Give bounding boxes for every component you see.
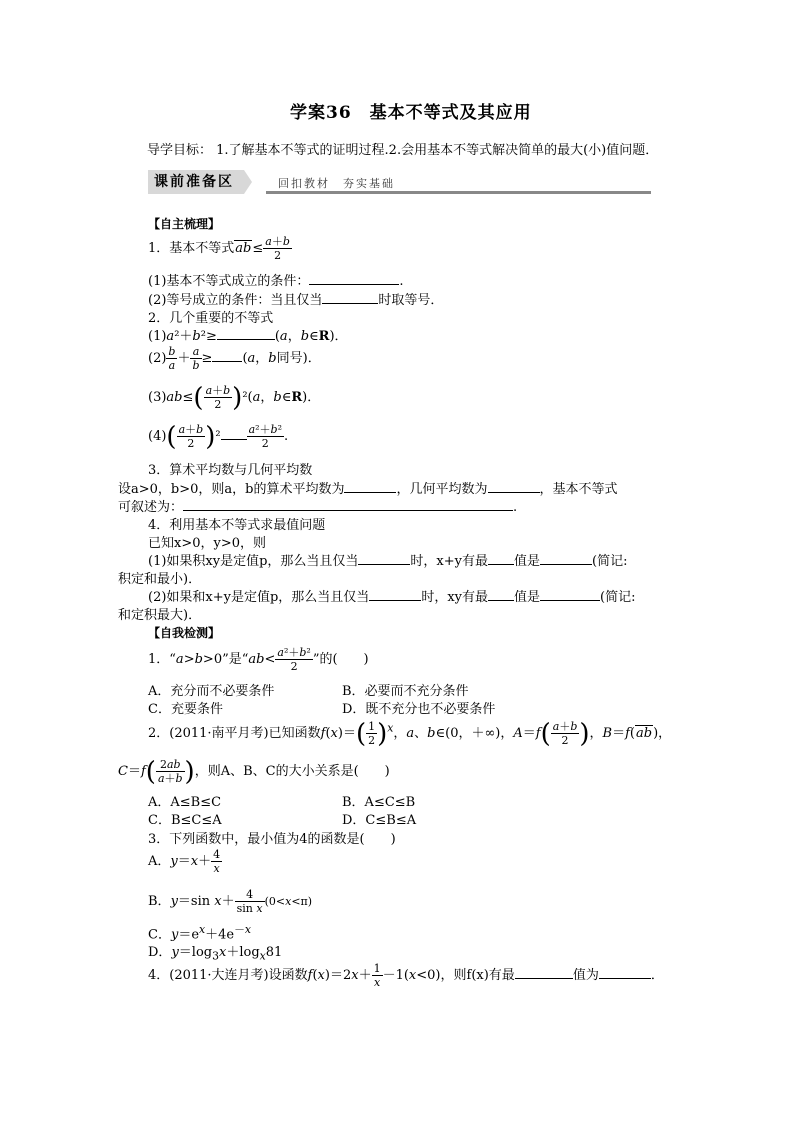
item-1-1-text: (1)基本不等式成立的条件： bbox=[148, 274, 310, 289]
blank[interactable] bbox=[217, 327, 275, 340]
page-title: 学案36 基本不等式及其应用 bbox=[290, 103, 532, 123]
item-2-4: (4)( $\frac{a+b}{2}$ )² $\frac{\text{a²＋b²}}{2}$ . bbox=[148, 421, 289, 452]
section-banner bbox=[148, 170, 651, 194]
q3-option-a[interactable]: A．y＝x＋ $\frac{4}{x}$ bbox=[148, 848, 221, 875]
item-2-3: (3)ab≤( $\frac{a+b}{2}$ )²(a，b∈R)． bbox=[148, 382, 321, 413]
q2-option-a[interactable]: A．A≤B≤C bbox=[148, 795, 222, 810]
blank[interactable] bbox=[488, 588, 514, 601]
banner-rule bbox=[266, 191, 651, 194]
blank[interactable] bbox=[488, 552, 514, 565]
question-4: 4．(2011·大连月考)设函数f(x)＝2x＋ $\frac{1}{x}$ －1(x<0)，则f(x)有最 值为 ． bbox=[148, 962, 664, 989]
section-heading-selftest: 【自我检测】 bbox=[148, 626, 221, 640]
item-4-2-text-b: 时，xy有最 bbox=[421, 590, 488, 605]
q2-text: 2．(2011·南平月考)已知函数 bbox=[148, 726, 321, 741]
q2-tail: ，则A、B、C的大小关系是( ) bbox=[194, 764, 390, 779]
item-3-c-text: ，基本不等式 bbox=[539, 482, 618, 497]
item-3-d: 可叙述为： . bbox=[118, 500, 518, 515]
q3-option-c[interactable]: C．$y=e^x+4e^{-x}$ bbox=[148, 923, 252, 943]
q1-option-b[interactable]: B．必要而不充分条件 bbox=[342, 684, 469, 699]
q3-option-b[interactable]: B．y＝sin x＋ $\frac{4}{\text{sin x}}$ (0<x<π) bbox=[148, 888, 313, 915]
item-4-1-note: 积定和最小)． bbox=[118, 572, 202, 587]
question-2: 2．(2011·南平月考)已知函数f(x)＝( $\frac{1}{2}$ )$^x$，a、b∈(0，＋∞)，A＝f( $\frac{a+b}{2}$ )，B＝f(ab)， bbox=[148, 718, 672, 749]
item-1-2-tail: 时取等号． bbox=[378, 293, 444, 308]
item-4-1-text-c: 值是 bbox=[514, 554, 541, 569]
item-4-2-text-d: (简记: bbox=[600, 590, 636, 605]
blank[interactable] bbox=[540, 588, 600, 601]
item-4-a: 已知x>0，y>0，则 bbox=[148, 536, 267, 551]
q3-option-d[interactable]: D．$y=\log_3x+\log_x81$ bbox=[148, 945, 283, 963]
q2-option-d[interactable]: D．C≤B≤A bbox=[342, 813, 417, 828]
item-4-2-text: (2)如果和x+y是定值p，那么当且仅当 bbox=[148, 590, 370, 605]
blank[interactable] bbox=[322, 291, 378, 304]
blank[interactable] bbox=[212, 349, 242, 362]
blank[interactable] bbox=[221, 427, 247, 440]
item-1-2 bbox=[148, 289, 443, 308]
q1-option-c[interactable]: C．充要条件 bbox=[148, 702, 223, 717]
question-2-cont: C＝f( $\frac{2ab}{a+b}$ )，则A、B、C的大小关系是( ) bbox=[118, 756, 390, 787]
item-3-a-text: 设a>0，b>0，则a，b的算术平均数为 bbox=[118, 482, 345, 497]
item-4-1-text-b: 时，x+y有最 bbox=[410, 554, 488, 569]
blank[interactable] bbox=[488, 480, 540, 493]
item-1-1: (1)基本不等式成立的条件： . bbox=[148, 274, 404, 289]
q4-dot: ． bbox=[650, 968, 664, 983]
banner-subtitle: 回扣教材 夯实基础 bbox=[278, 177, 395, 190]
q2-option-c[interactable]: C．B≤C≤A bbox=[148, 813, 222, 828]
blank[interactable] bbox=[309, 272, 399, 285]
item-4-2-note: 和定积最大)． bbox=[118, 608, 202, 623]
item-4-1-text: (1)如果积xy是定值p，那么当且仅当 bbox=[148, 554, 359, 569]
blank[interactable] bbox=[344, 480, 396, 493]
blank[interactable] bbox=[515, 966, 573, 979]
item-3-a bbox=[118, 478, 618, 497]
q4-mid: ，则f(x)有最 bbox=[440, 968, 515, 983]
item-4-2 bbox=[148, 586, 635, 605]
blank[interactable] bbox=[599, 966, 651, 979]
item-2-2: (2) $\frac{b}{a}$ ＋ $\frac{a}{b}$ ≥ (a，b同号)． bbox=[148, 345, 321, 372]
item-3-d-text: 可叙述为： bbox=[118, 500, 184, 515]
item-4: 4．利用基本不等式求最值问题 bbox=[148, 518, 326, 533]
item-4-2-text-c: 值是 bbox=[514, 590, 541, 605]
blank[interactable] bbox=[369, 588, 421, 601]
section-heading-review: 【自主梳理】 bbox=[148, 217, 221, 231]
banner-label: 课前准备区 bbox=[148, 170, 244, 194]
q4-text: 4．(2011·大连月考)设函数 bbox=[148, 968, 308, 983]
q2-option-b[interactable]: B．A≤C≤B bbox=[342, 795, 416, 810]
q1-option-a[interactable]: A．充分而不必要条件 bbox=[148, 684, 275, 699]
learning-goal: 导学目标： 1.了解基本不等式的证明过程.2.会用基本不等式解决简单的最大(小)值问题． bbox=[147, 143, 659, 158]
item-3-b-text: ，几何平均数为 bbox=[396, 482, 488, 497]
blank[interactable] bbox=[183, 498, 513, 511]
blank[interactable] bbox=[540, 552, 592, 565]
item-1-text: 1．基本不等式 bbox=[148, 241, 235, 256]
item-1-2-text: (2)等号成立的条件：当且仅当 bbox=[148, 293, 323, 308]
q1-option-d[interactable]: D．既不充分也不必要条件 bbox=[342, 702, 496, 717]
item-2: 2．几个重要的不等式 bbox=[148, 311, 274, 326]
q4-end: 值为 bbox=[572, 968, 599, 983]
question-3: 3．下列函数中，最小值为4的函数是( ) bbox=[148, 832, 396, 847]
item-2-1: (1)a²＋b²≥ (a，b∈R)． bbox=[148, 329, 348, 344]
item-4-1 bbox=[148, 550, 627, 569]
question-1: 1．“a>b>0”是“ab< $\frac{\text{a²＋b²}}{2}$ ”的( ) bbox=[148, 646, 369, 673]
blank[interactable] bbox=[358, 552, 410, 565]
item-3: 3．算术平均数与几何平均数 bbox=[148, 463, 313, 478]
item-4-1-text-d: (简记: bbox=[592, 554, 628, 569]
item-1: 1．基本不等式ab≤ $\frac{a+b}{2}$ bbox=[148, 235, 290, 262]
